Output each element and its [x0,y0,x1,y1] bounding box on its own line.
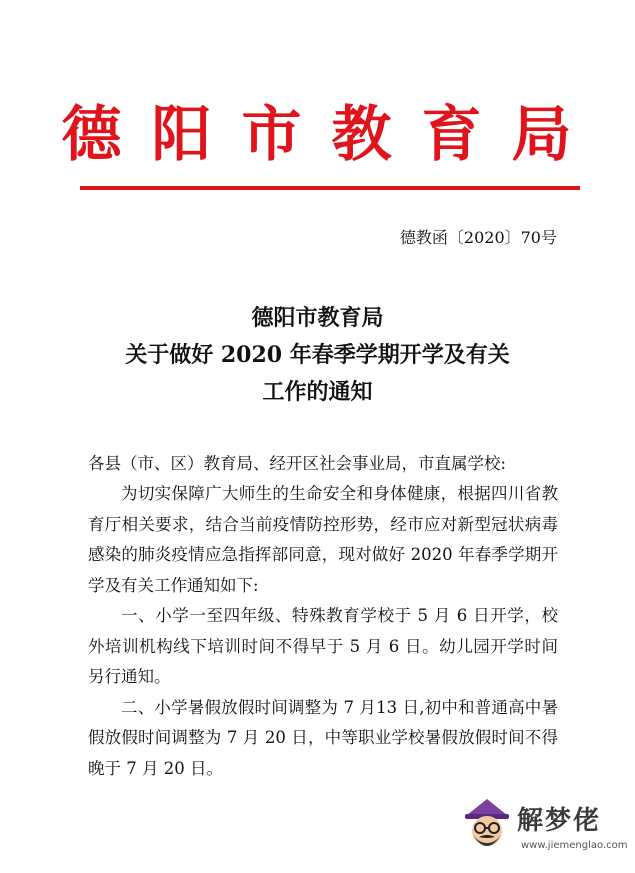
salutation: 各县（市、区）教育局、经开区社会事业局，市直属学校: [88,454,507,473]
organization-header: 德阳市教育局 [61,100,602,170]
document-number: 德教函〔2020〕70号 [399,228,557,247]
title-line-3: 工作的通知 [262,379,373,405]
fortune-teller-face-icon [461,795,513,855]
red-divider-rule [80,186,580,190]
paragraph-item-2: 二、小学暑假放假时间调整为 7 月13 日,初中和普通高中暑假放假时间调整为 7 月 20 日，中等职业学校暑假放假时间不得晚于 7 月 20 日。 [88,697,558,778]
notice-body [88,449,558,784]
notice-title [0,300,635,411]
site-watermark [461,795,628,865]
title-line-2: 关于做好 2020 年春季学期开学及有关 [125,342,510,368]
watermark-brand: 解梦佬 [517,806,602,836]
paragraph-intro: 为切实保障广大师生的生命安全和身体健康，根据四川省教育厅相关要求，结合当前疫情防控形势，经市应对新型冠状病毒感染的肺炎疫情应急指挥部同意，现对做好 2020 年春季学期开学及有关工作通知如下: [88,484,558,595]
watermark-url: www.jiemenglao.com [521,840,628,851]
paragraph-item-1: 一、小学一至四年级、特殊教育学校于 5 月 6 日开学，校外培训机构线下培训时间不得早于 5 月 6 日。幼儿园开学时间另行通知。 [88,606,558,686]
title-line-1: 德阳市教育局 [251,305,384,331]
